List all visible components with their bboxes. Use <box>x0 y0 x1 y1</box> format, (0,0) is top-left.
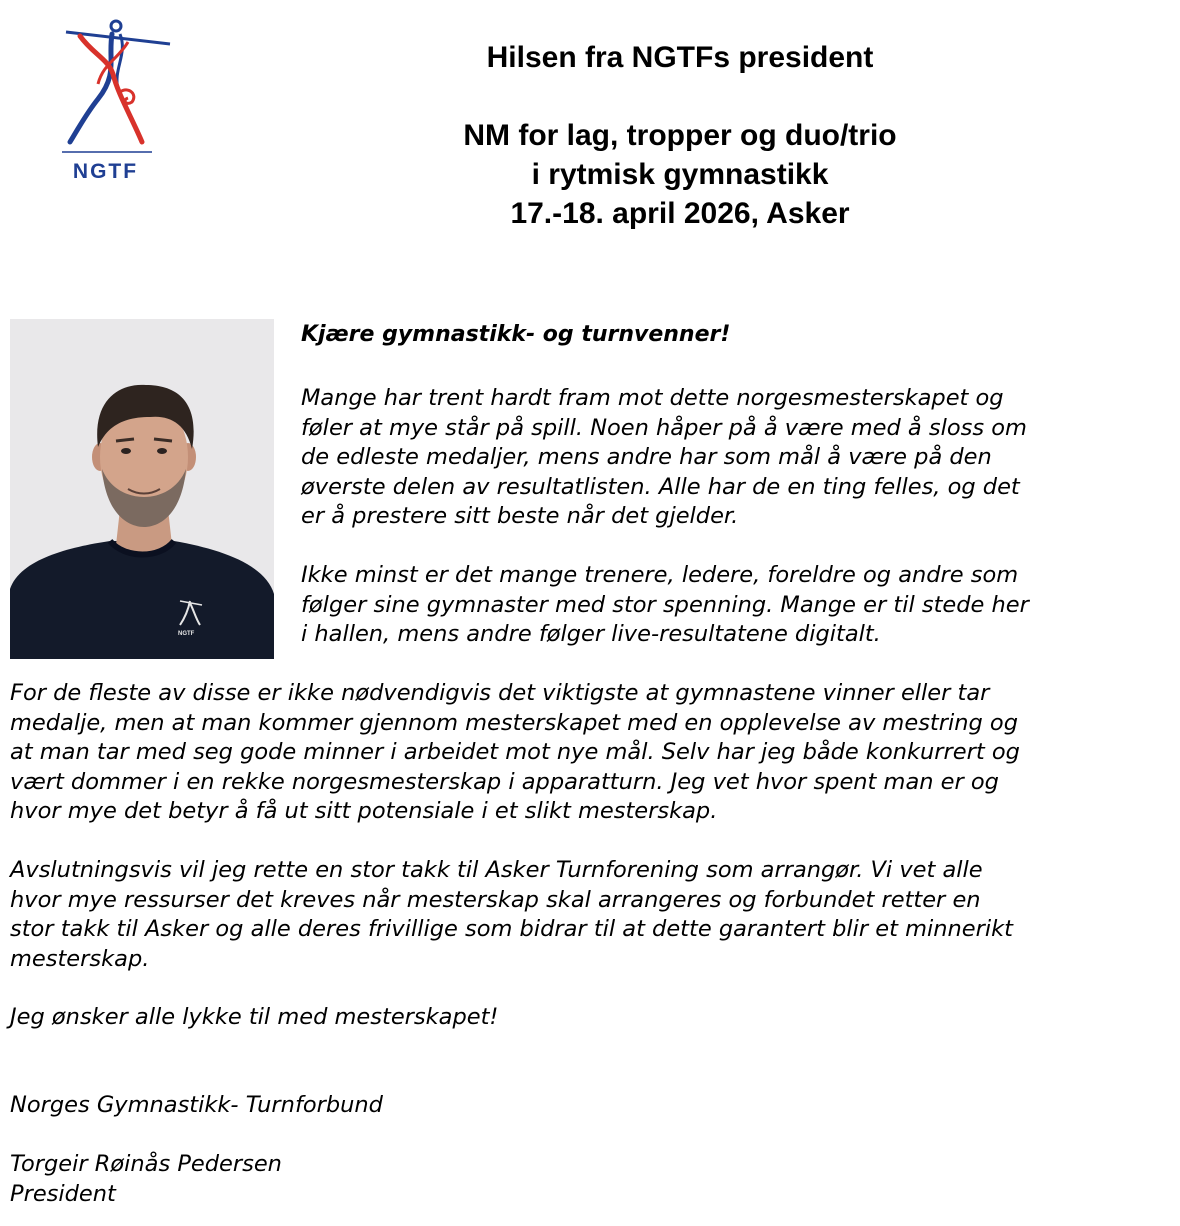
paragraph-line: hvor mye ressurser det kreves når mesterskap skal arrangeres og forbundet retter en <box>10 886 981 913</box>
letter-paragraph-2 <box>301 561 1029 650</box>
paragraph-line: Avslutningsvis vil jeg rette en stor takk til Asker Turnforening som arrangør. Vi vet alle <box>10 857 983 883</box>
paragraph-line: føler at mye står på spill. Noen håper på å være med å sloss om <box>301 414 1027 441</box>
signature-block <box>10 1150 282 1209</box>
letter-paragraph-4 <box>10 856 1013 974</box>
paragraph-line: mesterskap. <box>10 945 150 972</box>
paragraph-line: Ikke minst er det mange trenere, ledere, foreldre og andre som <box>301 562 1019 588</box>
paragraph-line: Mange har trent hardt fram mot dette norgesmesterskapet og <box>301 385 1004 411</box>
paragraph-line: følger sine gymnaster med stor spenning. Mange er til stede her <box>301 591 1029 618</box>
paragraph-line: de edleste medaljer, mens andre har som mål å være på den <box>301 444 992 471</box>
event-discipline-line: i rytmisk gymnastikk <box>531 158 829 191</box>
paragraph-line: medalje, men at man kommer gjennom mesterskapet med en opplevelse av mestring og <box>10 709 1018 736</box>
paragraph-line: Jeg ønsker alle lykke til med mesterskapet! <box>10 1004 499 1030</box>
letter-paragraph-1 <box>301 384 1027 532</box>
signatory-title: President <box>10 1180 116 1207</box>
document-header <box>380 38 980 233</box>
event-name-line: NM for lag, tropper og duo/trio <box>463 119 897 152</box>
gymnast-figure-icon <box>58 14 178 154</box>
logo-text: NGTF <box>72 160 139 183</box>
paragraph-line: hvor mye det betyr å få ut sitt potensiale i et slikt mesterskap. <box>10 798 718 825</box>
letter-paragraph-3 <box>10 679 1020 827</box>
paragraph-line: stor takk til Asker og alle deres frivillige som bidrar til at dette garantert blir et minnerikt <box>10 916 1013 943</box>
paragraph-line: i hallen, mens andre følger live-resultatene digitalt. <box>301 621 881 648</box>
event-date-location-line: 17.-18. april 2026, Asker <box>510 197 850 230</box>
organization-name: Norges Gymnastikk- Turnforbund <box>10 1092 383 1118</box>
shirt-logo-text: NGTF <box>178 631 195 637</box>
page-title: Hilsen fra NGTFs president <box>486 41 874 74</box>
signatory-name: Torgeir Røinås Pedersen <box>10 1151 282 1177</box>
paragraph-line: øverste delen av resultatlisten. Alle har de en ting felles, og det <box>301 473 1020 500</box>
portrait-illustration <box>10 319 274 659</box>
president-portrait <box>10 319 274 659</box>
ngtf-logo <box>58 14 178 184</box>
paragraph-line: vært dommer i en rekke norgesmesterskap i apparatturn. Jeg vet hvor spent man er og <box>10 768 999 795</box>
paragraph-line: For de fleste av disse er ikke nødvendigvis det viktigste at gymnastene vinner eller tar <box>10 680 990 706</box>
paragraph-line: er å prestere sitt beste når det gjelder. <box>301 503 739 530</box>
paragraph-line: at man tar med seg gode minner i arbeidet mot nye mål. Selv har jeg både konkurrert og <box>10 739 1020 766</box>
letter-closing-wish <box>10 1003 498 1033</box>
letter-greeting: Kjære gymnastikk- og turnvenner! <box>301 322 731 347</box>
